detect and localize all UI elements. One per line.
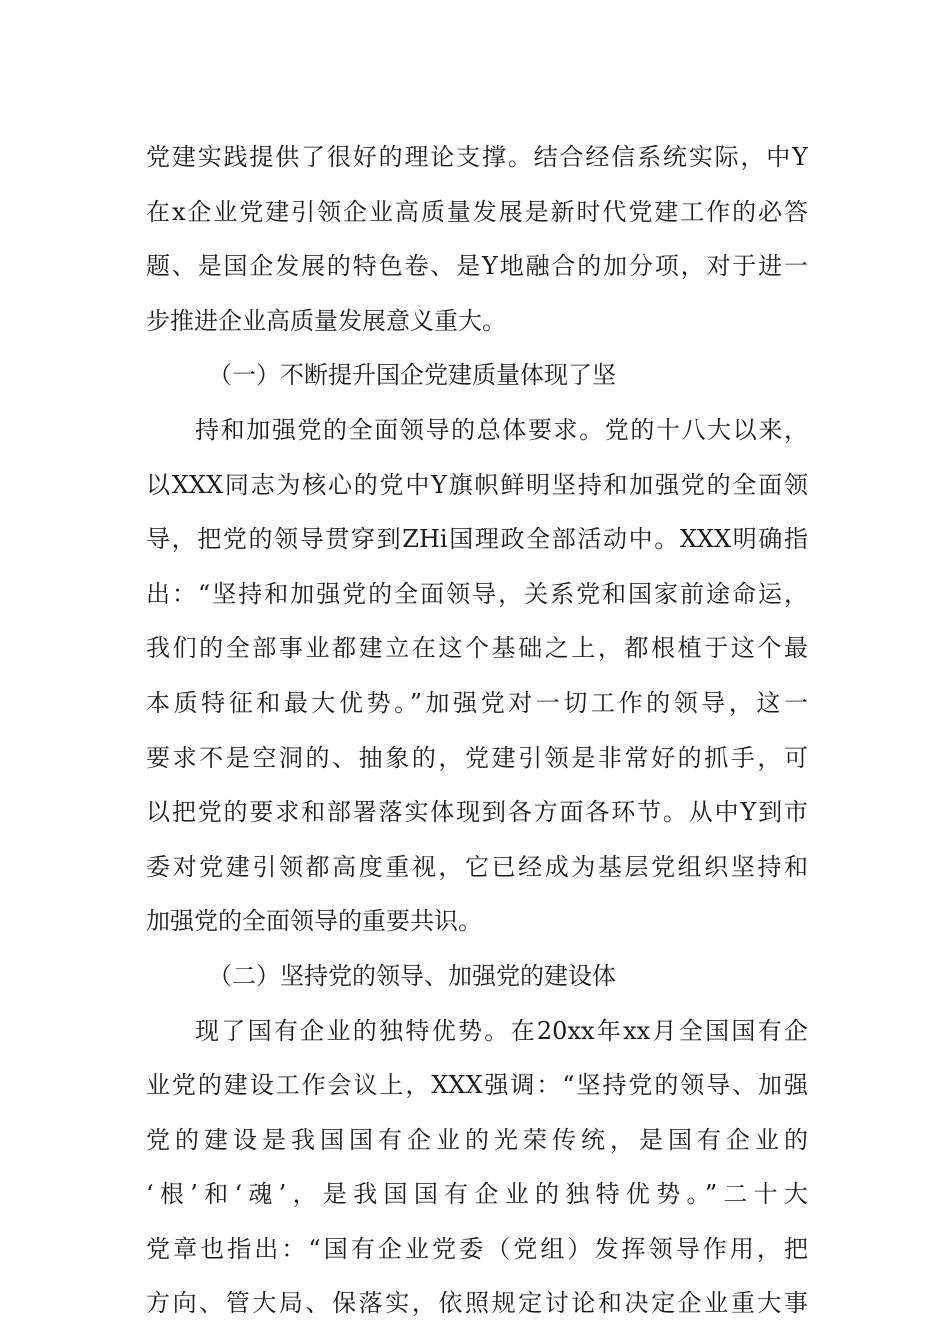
text-line: 持和加强党的全面领导的总体要求。党的十八大以来， xyxy=(195,415,808,444)
text-line: 以XXX同志为核心的党中Y旗帜鲜明坚持和加强党的全面领 xyxy=(146,470,808,499)
text-line: 要求不是空洞的、抽象的，党建引领是非常好的抓手，可 xyxy=(146,743,808,772)
text-line: 业党的建设工作会议上，XXX强调：“坚持党的领导、加强 xyxy=(146,1071,808,1100)
document-body xyxy=(146,130,808,1331)
text-line: 方向、管大局、保落实，依照规定讨论和决定企业重大事 xyxy=(146,1289,808,1318)
text-line: 以把党的要求和部署落实体现到各方面各环节。从中Y到市 xyxy=(146,798,808,827)
text-line: 在x企业党建引领企业高质量发展是新时代党建工作的必答 xyxy=(146,197,808,226)
text-line: 党章也指出：“国有企业党委（党组）发挥领导作用，把 xyxy=(146,1234,808,1263)
text-line: 步推进企业高质量发展意义重大。 xyxy=(146,306,506,335)
text-line: 我们的全部事业都建立在这个基础之上，都根植于这个最 xyxy=(146,634,808,663)
section-heading-2: （二）坚持党的领导、加强党的建设体 xyxy=(208,961,616,990)
text-line: 委对党建引领都高度重视，它已经成为基层党组织坚持和 xyxy=(146,852,808,881)
text-line: 党建实践提供了很好的理论支撑。结合经信系统实际，中Y xyxy=(146,143,808,171)
text-line: ‘根’和‘魂’，是我国国有企业的独特优势。”二十大 xyxy=(146,1180,808,1209)
section-heading-1: （一）不断提升国企党建质量体现了坚 xyxy=(208,361,616,390)
text-line: 出：“坚持和加强党的全面领导，关系党和国家前途命运， xyxy=(146,579,808,608)
text-line: 党的建设是我国国有企业的光荣传统，是国有企业的 xyxy=(146,1125,808,1154)
text-line: 导，把党的领导贯穿到ZHi国理政全部活动中。XXX明确指 xyxy=(146,525,808,554)
text-line: 现了国有企业的独特优势。在20xx年xx月全国国有企 xyxy=(195,1016,808,1045)
text-line: 本质特征和最大优势。”加强党对一切工作的领导，这一 xyxy=(146,688,808,717)
text-line: 加强党的全面领导的重要共识。 xyxy=(146,907,482,936)
text-line: 题、是国企发展的特色卷、是Y地融合的加分项，对于进一 xyxy=(146,252,808,281)
